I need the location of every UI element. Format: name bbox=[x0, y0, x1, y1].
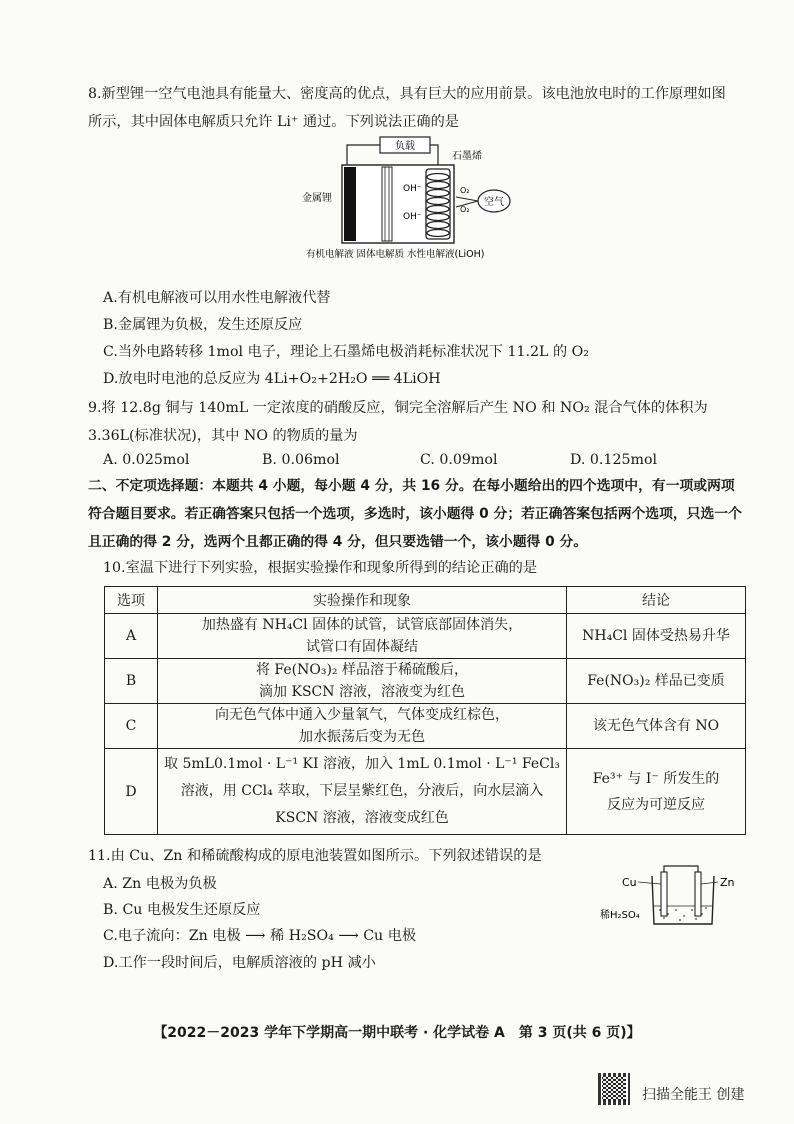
q9-option-c[interactable]: C. 0.09mol bbox=[420, 452, 498, 468]
graphene-label: 石墨烯 bbox=[452, 151, 482, 162]
row-operation: 加热盛有 NH₄Cl 固体的试管，试管底部固体消失， 试管口有固体凝结 bbox=[158, 614, 567, 659]
header-operation: 实验操作和现象 bbox=[158, 587, 567, 614]
q8-option-c[interactable]: C.当外电路转移 1mol 电子，理论上石墨烯电极消耗标准状况下 11.2L 的 O₂ bbox=[103, 344, 589, 360]
load-label: 负载 bbox=[395, 141, 415, 152]
graphene-electrode bbox=[426, 169, 450, 239]
q11-option-d[interactable]: D.工作一段时间后，电解质溶液的 pH 减小 bbox=[103, 955, 376, 971]
row-operation: 取 5mL0.1mol · L⁻¹ KI 溶液，加入 1mL 0.1mol · L⁻¹ FeCl₃ 溶液，用 CCl₄ 萃取，下层呈紫红色，分液后，向水层滴入 KSCN 溶液，溶液变成红色 bbox=[158, 749, 567, 835]
row-conclusion: NH₄Cl 固体受热易升华 bbox=[567, 614, 746, 659]
acid-label: 稀H₂SO₄ bbox=[600, 910, 640, 921]
lithium-air-battery-diagram bbox=[300, 135, 525, 263]
question-9-stem: 9.将 12.8g 铜与 140mL 一定浓度的硝酸反应，铜完全溶解后产生 NO 和 NO₂ 混合气体的体积为 3.36L(标准状况)，其中 NO 的物质的量为 bbox=[88, 400, 708, 444]
section-2-instructions: 二、不定项选择题：本题共 4 小题，每小题 4 分，共 16 分。在每小题给出的四个选项中，有一项或两项符合题目要求。若正确答案只包括一个选项，多选时，该小题得 0 分；若正确答案包括两个选项，只选一个且正确的得 2 分，选两个且都正确的得 4 分，但只要选错一个，该小题得 0 分。 bbox=[88, 478, 742, 550]
row-conclusion: Fe(NO₃)₂ 样品已变质 bbox=[567, 659, 746, 704]
q8-option-d[interactable]: D.放电时电池的总反应为 4Li+O₂+2H₂O ══ 4LiOH bbox=[103, 371, 441, 387]
zn-electrode bbox=[695, 872, 701, 916]
row-conclusion: 该无色气体含有 NO bbox=[567, 704, 746, 749]
question-10-stem: 10.室温下进行下列实验，根据实验操作和现象所得到的结论正确的是 bbox=[103, 560, 538, 576]
table-row bbox=[105, 614, 746, 659]
q11-option-a[interactable]: A. Zn 电极为负极 bbox=[103, 876, 217, 892]
table-row bbox=[105, 704, 746, 749]
row-option: D bbox=[105, 749, 158, 835]
header-conclusion: 结论 bbox=[567, 587, 746, 614]
header-option: 选项 bbox=[105, 587, 158, 614]
cu-electrode bbox=[661, 872, 667, 916]
q11-option-b[interactable]: B. Cu 电极发生还原反应 bbox=[103, 902, 261, 918]
air-label: 空气 bbox=[484, 197, 504, 208]
row-operation: 向无色气体中通入少量氧气，气体变成红棕色， 加水振荡后变为无色 bbox=[158, 704, 567, 749]
row-option: A bbox=[105, 614, 158, 659]
q9-option-b[interactable]: B. 0.06mol bbox=[262, 452, 340, 468]
q8-option-a[interactable]: A.有机电解液可以用水性电解液代替 bbox=[103, 290, 331, 306]
row-option: C bbox=[105, 704, 158, 749]
q11-option-c[interactable]: C.电子流向：Zn 电极 ⟶ 稀 H₂SO₄ ⟶ Cu 电极 bbox=[103, 928, 417, 944]
oh-label-bottom: OH⁻ bbox=[403, 212, 422, 222]
o2-label-b: O₂ bbox=[460, 205, 470, 214]
solid-electrolyte bbox=[382, 167, 392, 241]
cu-label: Cu bbox=[622, 876, 637, 889]
cu-zn-cell-diagram bbox=[600, 862, 748, 934]
experiment-table bbox=[104, 586, 746, 835]
scanner-watermark: 扫描全能王 创建 bbox=[642, 1087, 745, 1103]
electrolyte-labels: 有机电解液 固体电解质 水性电解液(LiOH) bbox=[306, 249, 485, 260]
page-footer: 【2022－2023 学年下学期高一期中联考 · 化学试卷 A 第 3 页(共 6 页)】 bbox=[153, 1025, 641, 1041]
q9-option-d[interactable]: D. 0.125mol bbox=[570, 452, 658, 468]
oh-label-top: OH⁻ bbox=[403, 184, 422, 194]
row-conclusion: Fe³⁺ 与 I⁻ 所发生的 反应为可逆反应 bbox=[567, 749, 746, 835]
question-11-stem: 11.由 Cu、Zn 和稀硫酸构成的原电池装置如图所示。下列叙述错误的是 bbox=[88, 848, 542, 864]
question-8-stem: 8.新型锂一空气电池具有能量大、密度高的优点，具有巨大的应用前景。该电池放电时的工作原理如图所示，其中固体电解质只允许 Li⁺ 通过。下列说法正确的是 bbox=[88, 86, 726, 130]
table-row bbox=[105, 659, 746, 704]
qr-code-icon bbox=[598, 1073, 630, 1105]
zn-label: Zn bbox=[720, 876, 735, 889]
table-row bbox=[105, 749, 746, 835]
lithium-electrode bbox=[344, 167, 356, 241]
q8-option-b[interactable]: B.金属锂为负极，发生还原反应 bbox=[103, 317, 303, 333]
row-operation: 将 Fe(NO₃)₂ 样品溶于稀硫酸后， 滴加 KSCN 溶液，溶液变为红色 bbox=[158, 659, 567, 704]
row-option: B bbox=[105, 659, 158, 704]
q9-option-a[interactable]: A. 0.025mol bbox=[103, 452, 190, 468]
lithium-label: 金属锂 bbox=[302, 193, 332, 204]
table-header-row bbox=[105, 587, 746, 614]
o2-label-a: O₂ bbox=[460, 186, 470, 195]
